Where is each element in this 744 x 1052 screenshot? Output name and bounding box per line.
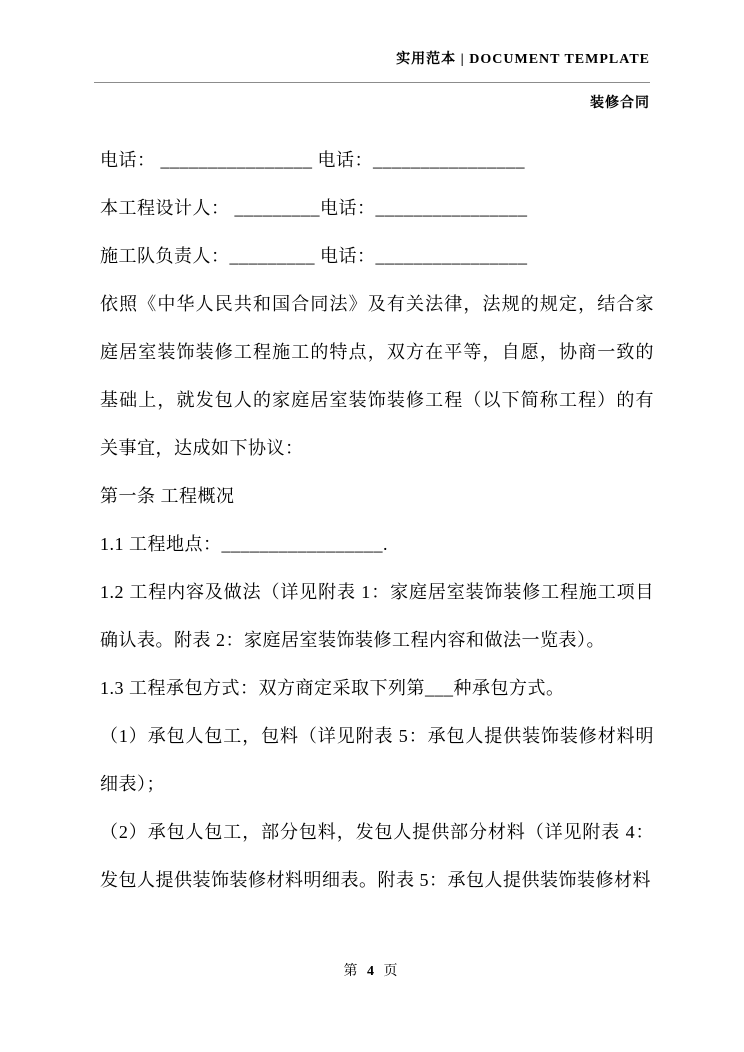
paragraph-designer-line: 本工程设计人： _________电话：________________ bbox=[100, 198, 528, 218]
paragraph-crew-leader-line: 施工队负责人：_________ 电话：________________ bbox=[100, 246, 528, 266]
page-number-prefix: 第 bbox=[343, 964, 361, 979]
paragraph-clause-1-3: 1.3 工程承包方式：双方商定采取下列第___种承包方式。 bbox=[100, 678, 565, 698]
page-number-suffix: 页 bbox=[383, 964, 401, 979]
paragraph-clause-1-2: 1.2 工程内容及做法（详见附表 1：家庭居室装饰装修工程施工项目确认表。附表 2：家庭居室装饰装修工程内容和做法一览表）。 bbox=[100, 582, 654, 650]
document-body bbox=[0, 112, 744, 904]
paragraph-article-1-heading: 第一条 工程概况 bbox=[100, 486, 235, 506]
paragraph-preamble: 依照《中华人民共和国合同法》及有关法律，法规的规定，结合家庭居室装饰装修工程施工的特点，双方在平等，自愿，协商一致的基础上，就发包人的家庭居室装饰装修工程（以下简称工程）的有关事宜，达成如下协议： bbox=[100, 294, 654, 458]
page-header bbox=[0, 0, 744, 112]
paragraph-option-2: （2）承包人包工，部分包料，发包人提供部分材料（详见附表 4：发包人提供装饰装修材料明细表。附表 5：承包人提供装饰装修材料 bbox=[100, 822, 654, 890]
paragraph-phone-line: 电话： ________________ 电话：________________ bbox=[100, 150, 525, 170]
page-number: 4 bbox=[367, 964, 377, 979]
header-brand: 实用范本 | DOCUMENT TEMPLATE bbox=[396, 52, 650, 67]
paragraph-clause-1-1: 1.1 工程地点：_________________. bbox=[100, 534, 388, 554]
header-subtitle: 装修合同 bbox=[590, 96, 650, 111]
paragraph-option-1: （1）承包人包工，包料（详见附表 5：承包人提供装饰装修材料明细表）； bbox=[100, 726, 654, 794]
page-footer bbox=[0, 960, 744, 1052]
